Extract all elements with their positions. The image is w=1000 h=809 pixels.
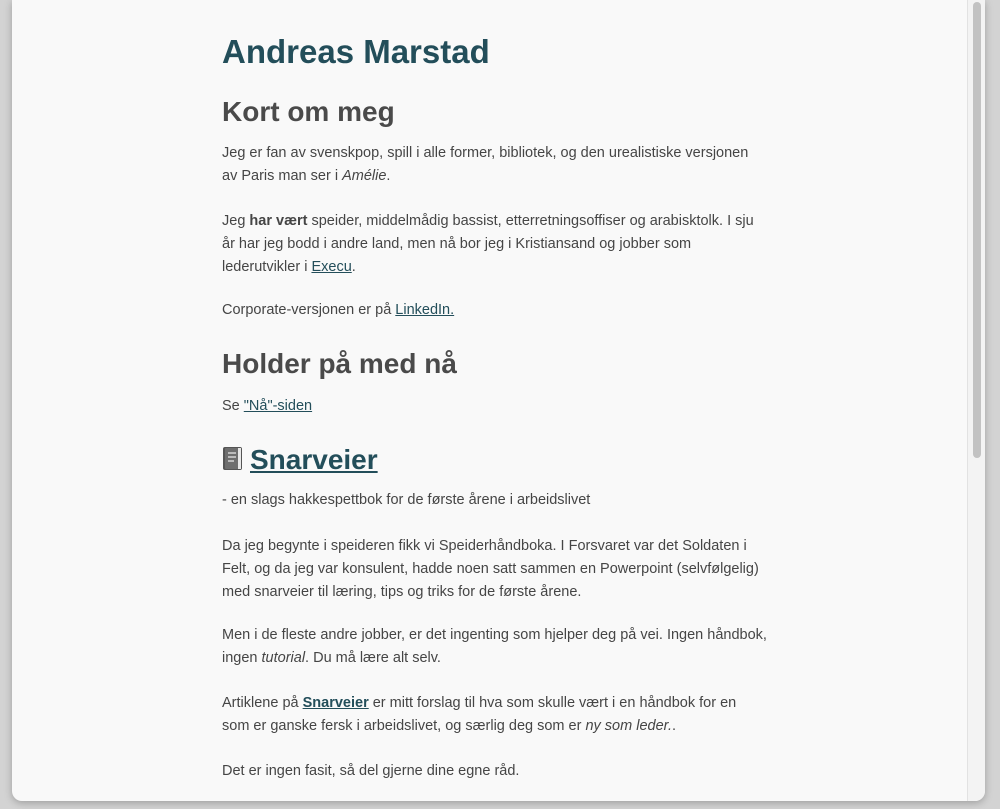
browser-window [12, 0, 985, 801]
shortcuts-paragraph-2: Men i de fleste andre jobber, er det ingenting som hjelper deg på vei. Ingen håndbok, ingen tutorial. Du må lære alt selv. [222, 627, 767, 666]
shortcuts-heading [222, 443, 822, 477]
shortcuts-tagline: - en slags hakkespettbok for de første årene i arbeidslivet [222, 492, 591, 508]
about-paragraph-3: Corporate-versjonen er på LinkedIn. [222, 302, 455, 318]
shortcuts-heading-link[interactable]: Snarveier [250, 444, 378, 475]
shortcuts-paragraph-4: Det er ingen fasit, så del gjerne dine egne råd. [222, 763, 520, 779]
linkedin-link[interactable]: LinkedIn. [395, 302, 455, 318]
about-paragraph-1: Jeg er fan av svenskpop, spill i alle former, bibliotek, og den urealistiske versjonen av Paris man ser i Amélie. [222, 145, 749, 184]
about-paragraph-2: Jeg har vært speider, middelmådig bassist, etterretningsoffiser og arabisktolk. I sju år har jeg bodd i andre land, men nå bor jeg i Kristiansand og jobber som lederutvikler i Execu. [222, 213, 754, 275]
now-paragraph: Se "Nå"-siden [222, 398, 313, 414]
scrollbar-thumb[interactable] [973, 2, 981, 458]
now-heading: Holder på med nå [222, 348, 457, 379]
shortcuts-paragraph-1: Da jeg begynte i speideren fikk vi Speiderhåndboka. I Forsvaret var det Soldaten i Felt, og da jeg var konsulent, hadde noen satt sammen en Powerpoint (selvfølgelig) med snarveier til læring, tips og triks for de første årene. [222, 538, 759, 600]
amelie-title: Amélie [342, 168, 387, 184]
book-icon [222, 445, 244, 470]
execu-link[interactable]: Execu [311, 259, 352, 275]
now-page-link[interactable]: "Nå"-siden [243, 398, 313, 414]
page-title: Andreas Marstad [222, 33, 490, 70]
shortcuts-paragraph-3: Artiklene på Snarveier er mitt forslag til hva som skulle vært i en håndbok for en som er ganske fersk i arbeidslivet, og særlig deg som er ny som leder.. [222, 695, 737, 734]
shortcuts-inline-link[interactable]: Snarveier [302, 695, 369, 711]
vertical-scrollbar[interactable] [967, 0, 985, 801]
about-heading: Kort om meg [222, 96, 395, 127]
